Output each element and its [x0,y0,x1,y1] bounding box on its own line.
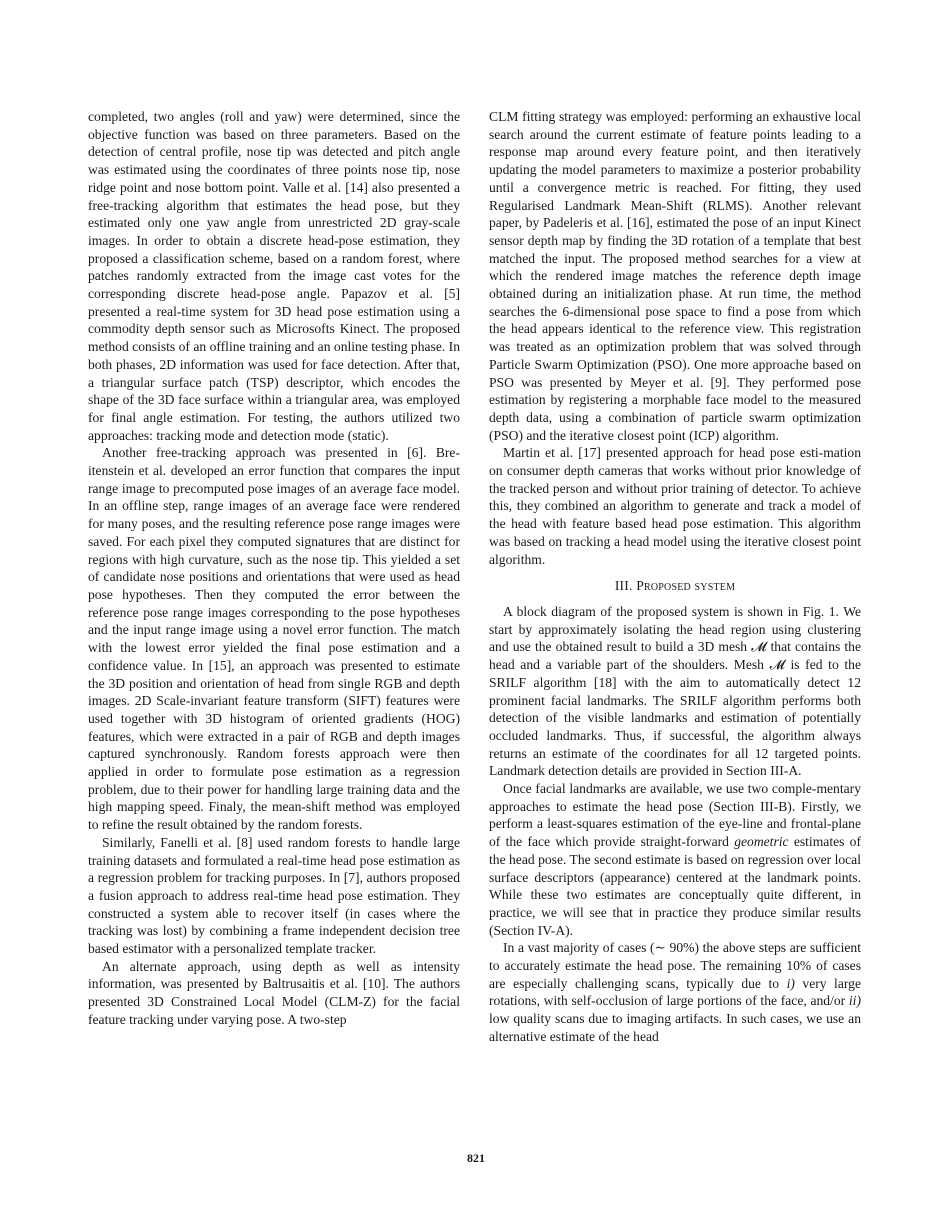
paragraph: Martin et al. [17] presented approach for head pose esti-mation on consumer depth cameras that works without prior knowledge of the tracked person and without prior training of detector. To achieve this, they combined an algorithm to generate and track a model of the head with feature based head pose estimation. This algorithm was based on tracking a head model using the iterative closest point algorithm. [489,445,861,567]
paragraph: Another free-tracking approach was presented in [6]. Bre-itenstein et al. developed an error function that compares the input range image to precomputed pose images of an average face model. In an offline step, range images of an average face were rendered for many poses, and the resulting reference pose range images were saved. For each pixel they computed signatures that are distinct for regions with high curvature, such as the nose tip. This yielded a set of candidate nose positions and orientations that were used as head pose hypotheses. Then they computed the error between the reference pose range images corresponding to the pose hypotheses and the input range image using a novel error function. The match with the lowest error yielded the final pose estimation and a confidence value. In [15], an approach was presented to estimate the 3D position and orientation of head from single RGB and depth images. 2D Scale-invariant feature transform (SIFT) features were used together with 3D histogram of oriented gradients (HOG) features, which were extracted in a pair of RGB and depth images captured synchronously. Random forests approach were then applied in order to formulate pose estimation as a regression problem, due to their power for handling large training data and the high mapping speed. Finaly, the mean-shift method was employed to refine the result obtained by the random forests. [88,445,460,833]
left-column [88,108,460,1029]
text-run: low quality scans due to imaging artifacts. In such cases, we use an alternative estimate of the head [489,1011,861,1044]
paragraph [489,780,861,939]
paragraph: CLM fitting strategy was employed: performing an exhaustive local search around the current estimate of feature points leading to a response map around every feature point, and then iteratively updating the model parameters to maximize a posterior probability until a convergence metric is reached. For fitting, they used Regularised Landmark Mean-Shift (RLMS). Another relevant paper, by Padeleris et al. [16], estimated the pose of an input Kinect sensor depth map by finding the 3D rotation of a template that best matched the input. The proposed method searches for a view at which the rendered image matches the reference depth image obtained during an initialization phase. At run time, the method searches the 6-dimensional pose space to find a pose from which the head appears identical to the reference view. This registration was treated as an optimization problem that was solved through Particle Swarm Optimization (PSO). One more approache based on PSO was presented by Meyer et al. [9]. They performed pose estimation by registering a morphable face model to the measured depth data, using a combination of particle swarm optimization (PSO) and the iterative closest point (ICP) algorithm. [489,109,861,443]
section-number: III. [614,578,633,594]
emphasis: geometric [734,834,789,850]
section-title: Proposed system [636,578,736,594]
math-italic: ii) [848,993,861,1009]
text-run: very large rotations, with self-occlusion of large portions of the face, and/or [489,975,861,1009]
page-number: 821 [467,1151,485,1165]
paragraph: A block diagram of the proposed system is shown in Fig. 1. We start by approximately isolating the head region using clustering and use the obtained result to build a 3D mesh 𝓜 that contains the head and a variable part of the shoulders. Mesh 𝓜 is fed to the SRILF algorithm [18] with the aim to automatically detect 12 prominent facial landmarks. The SRILF algorithm performs both detection of the visible landmarks and estimation of potentially occluded landmarks. Thus, if successful, the algorithm always returns an estimate of the coordinates for all 12 targeted points. Landmark detection details are provided in Section III-A. [489,603,861,779]
paragraph: Similarly, Fanelli et al. [8] used random forests to handle large training datasets and formulated a real-time head pose estimation as a regression problem for tracking purposes. In [7], authors proposed a fusion approach to address real-time head pose estimation. They constructed a system able to recover itself (in cases where the tracking was lost) by combining a frame independent decision tree based estimator with a personalized template tracker. [88,834,460,957]
text-run: In a vast majority of cases (∼ 90%) the above steps are sufficient to accurately estimate the head pose. The remaining 10% of cases are especially challenging scans, typically due to [489,940,861,991]
math-italic: i) [786,975,795,991]
paragraph [489,939,861,1045]
text-run: Once facial landmarks are available, we use two comple-mentary approaches to estimate the head pose (Section III-B). Firstly, we perform a least-squares estimation of the eye-line and frontal-plane of the face which provide straight-forward [489,781,861,850]
paragraph: An alternate approach, using depth as well as intensity information, was presented by Baltrusaitis et al. [10]. The authors presented 3D Constrained Local Model (CLM-Z) for the facial feature tracking under varying pose. A two-step [88,958,460,1027]
text-run: estimates of the head pose. The second estimate is based on regression over local surface descriptors (appearance) centered at the landmark points. While these two estimates are conceptually quite different, in practice, we will see that in practice they produce similar results (Section IV-A). [489,834,861,938]
paragraph: completed, two angles (roll and yaw) were determined, since the objective function was based on three parameters. Based on the detection of central profile, nose tip was detected and pitch angle was estimated using the coordinates of three points nose tip, nose ridge point and nose bottom point. Valle et al. [14] also presented a free-tracking algorithm that estimates the head pose, but they estimated only one yaw angle from unrestricted 2D gray-scale images. In order to obtain a discrete head-pose estimation, they proposed a classification scheme, based on a random forest, where patches randomly extracted from the image cast votes for the corresponding discrete head-pose angle. Papazov et al. [5] presented a real-time system for 3D head pose estimation using a commodity depth sensor such as Microsofts Kinect. The proposed method consists of an offline training and an online testing phase. In both phases, 2D information was used for face detection. After that, a triangular surface patch (TSP) descriptor, which encodes the shape of the 3D face surface within a triangular area, was employed for final angle estimation. For testing, the authors utilized two approaches: tracking mode and detection mode (static). [88,109,460,443]
section-heading [489,577,861,595]
right-column [489,108,861,1046]
